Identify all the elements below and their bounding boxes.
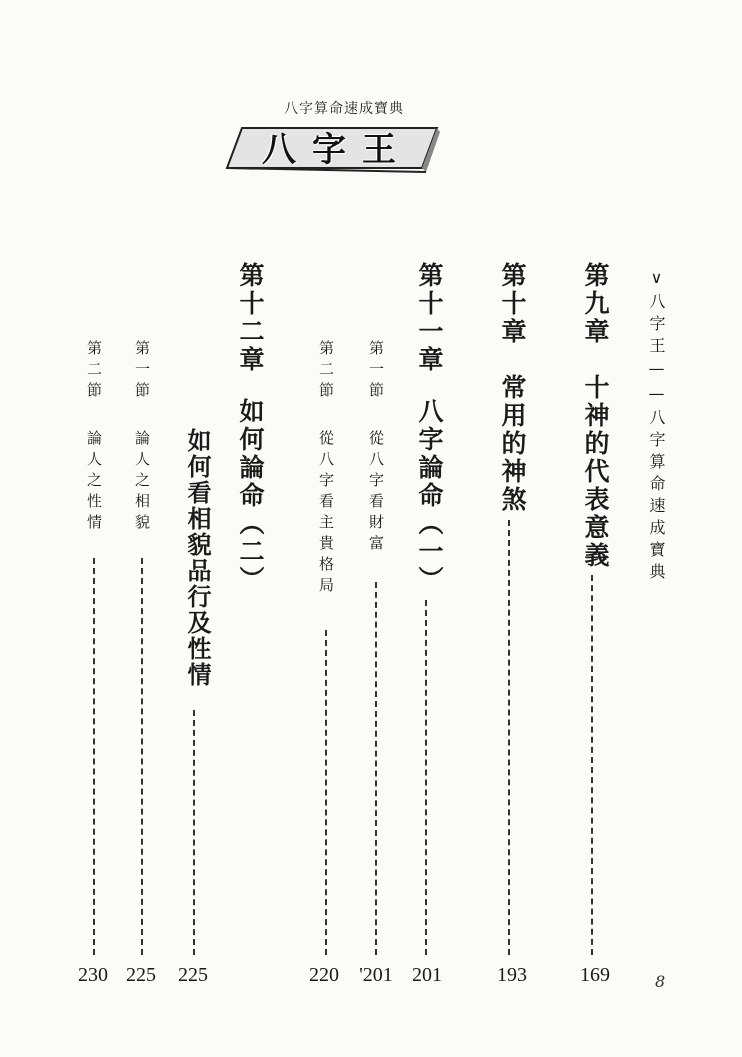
toc-leader-dots: [193, 710, 195, 955]
toc-section-title: 從八字看財富: [367, 430, 385, 556]
toc-chapter-label: 第十章: [498, 262, 527, 346]
toc-leader-dots: [508, 520, 510, 955]
toc-page-number: 225: [178, 964, 208, 986]
toc-section-label: 第二節: [317, 340, 335, 403]
toc-section-title: 從八字看主貴格局: [317, 430, 335, 598]
toc-chapter-subtitle: 如何看相貌品行及性情: [183, 428, 212, 688]
toc-chapter-title: 八字論命（一）: [415, 398, 444, 594]
toc-section-title: 論人之相貌: [133, 430, 151, 535]
toc-chapter-title: 如何論命（二）: [236, 398, 265, 594]
logo-title: 八字王: [262, 130, 412, 170]
toc-section-label: 第一節: [133, 340, 151, 403]
toc-chapter-title: 十神的代表意義: [581, 374, 610, 570]
toc-leader-dots: [425, 600, 427, 955]
toc-leader-dots: [591, 575, 593, 955]
toc-section-label: 第一節: [367, 340, 385, 403]
page-folio-number: 8: [655, 972, 666, 991]
toc-page-number: 230: [78, 964, 108, 986]
toc-page-number: 225: [126, 964, 156, 986]
toc-chapter-label: 第九章: [581, 262, 610, 346]
toc-leader-dots: [93, 558, 95, 955]
toc-chapter-title: 常用的神煞: [498, 374, 527, 514]
toc-leader-dots: [141, 558, 143, 955]
toc-leader-dots: [325, 630, 327, 955]
logo-subtitle: 八字算命速成寶典: [284, 101, 404, 117]
running-header: ∨八字王——八字算命速成寶典: [647, 268, 666, 585]
toc-page-number: 201: [412, 964, 442, 986]
toc-page-number: '201: [359, 964, 393, 986]
toc-page-number: 169: [580, 964, 610, 986]
toc-section-title: 論人之性情: [85, 430, 103, 535]
toc-chapter-label: 第十一章: [415, 262, 444, 374]
book-logo: [222, 98, 442, 178]
toc-page-number: 193: [497, 964, 527, 986]
toc-leader-dots: [375, 582, 377, 955]
toc-page-number: 220: [309, 964, 339, 986]
toc-chapter-label: 第十二章: [236, 262, 265, 374]
toc-section-label: 第二節: [85, 340, 103, 403]
